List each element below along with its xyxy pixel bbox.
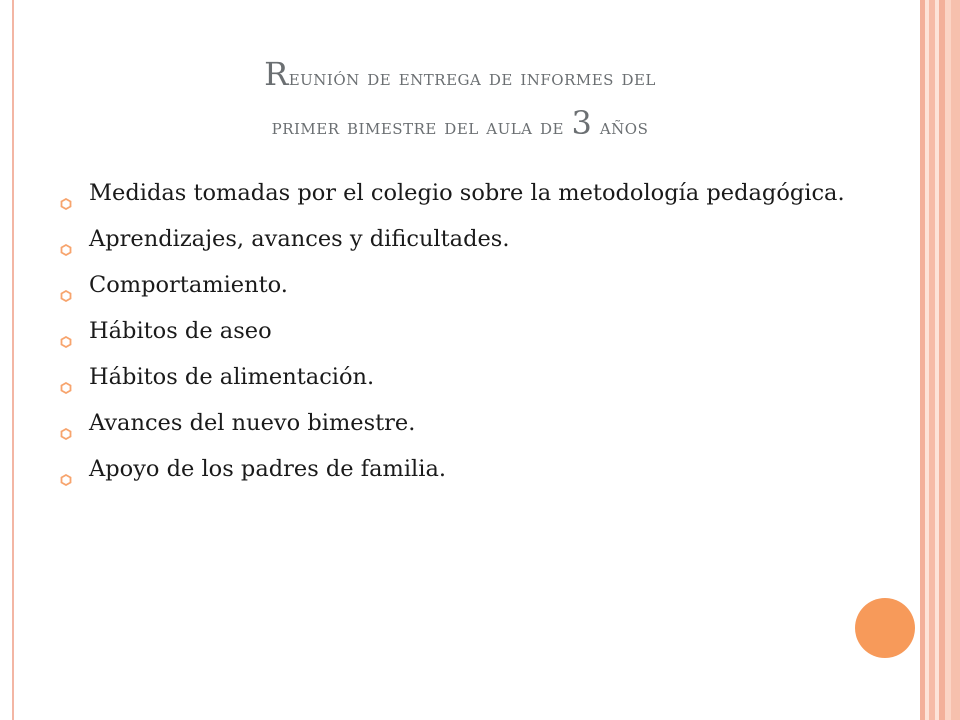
hexagon-bullet-icon [60,418,72,430]
bullet-text: Hábitos de aseo [89,318,272,344]
bullet-list [60,178,860,500]
bullet-item [60,224,860,255]
hexagon-bullet-icon [60,234,72,246]
bullet-item [60,408,860,439]
left-margin-line [12,0,14,720]
title-segment: eunión de entrega de informes del [288,66,656,91]
hexagon-bullet-icon [60,464,72,476]
slide-title [40,52,880,150]
hexagon-bullet-icon [60,188,72,200]
title-line [40,52,880,101]
title-segment: 3 [571,104,593,142]
hexagon-bullet-icon [60,326,72,338]
bullet-text: Aprendizajes, avances y dificultades. [89,226,510,252]
hexagon-bullet-icon [60,280,72,292]
bullet-item [60,270,860,301]
bullet-text: Medidas tomadas por el colegio sobre la metodología pedagógica. [89,180,845,206]
bullet-item [60,178,860,209]
stripe [951,0,960,720]
hexagon-bullet-icon [60,372,72,384]
bullet-text: Comportamiento. [89,272,288,298]
bullet-item [60,454,860,485]
title-segment: primer bimestre del aula de [271,115,572,140]
bullet-text: Hábitos de alimentación. [89,364,375,390]
bullet-text: Avances del nuevo bimestre. [89,410,416,436]
title-segment: años [592,115,649,140]
bullet-item [60,316,860,347]
right-decorative-stripes [920,0,960,720]
bullet-text: Apoyo de los padres de familia. [89,456,447,482]
orange-circle-decoration [855,598,915,658]
title-segment: R [264,55,289,93]
title-line [40,101,880,150]
bullet-item [60,362,860,393]
